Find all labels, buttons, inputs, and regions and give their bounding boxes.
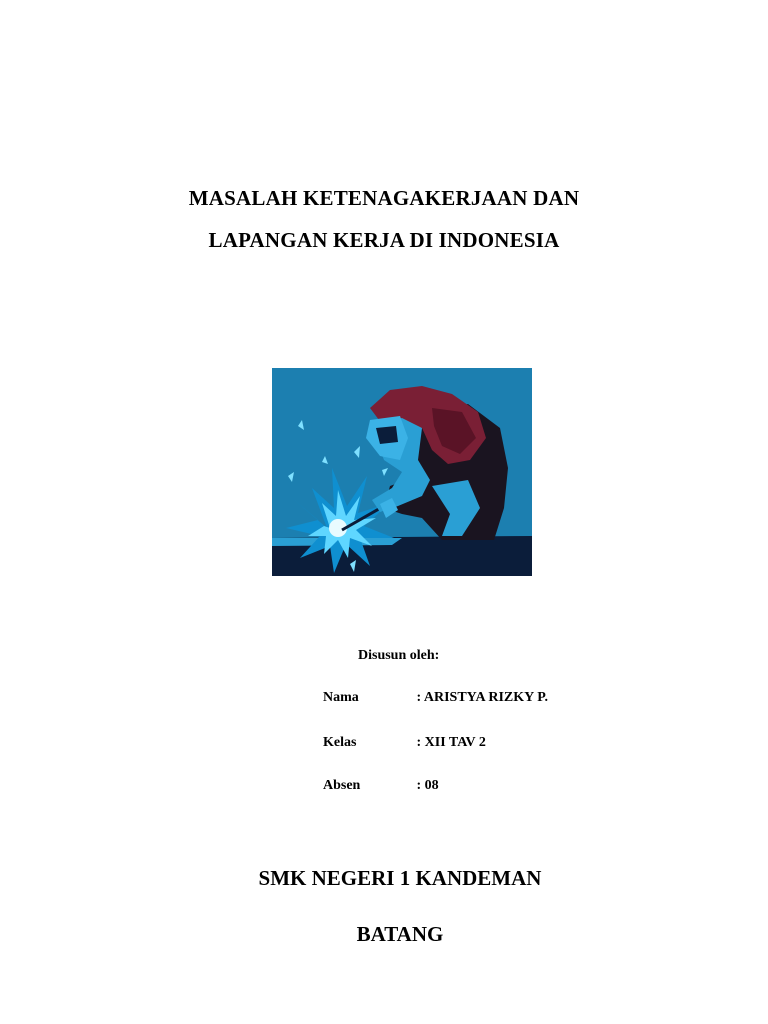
school-city: BATANG [356,922,444,946]
info-row-name [323,690,548,706]
document-title-line-2: LAPANGAN KERJA DI INDONESIA [208,228,560,252]
class-value: : XII TAV 2 [416,735,486,750]
name-label: Nama [323,690,359,705]
school-name: SMK NEGERI 1 KANDEMAN [258,866,542,890]
compiled-by-label: Disusun oleh: [358,648,440,663]
welder-illustration-icon [272,368,532,576]
info-row-class [323,735,486,751]
class-label: Kelas [323,735,357,750]
document-title-line-1: MASALAH KETENAGAKERJAAN DAN [188,186,580,210]
absen-value: : 08 [416,778,439,793]
info-row-absen [323,778,439,794]
name-value: : ARISTYA RIZKY P. [416,690,548,705]
absen-label: Absen [323,778,361,793]
